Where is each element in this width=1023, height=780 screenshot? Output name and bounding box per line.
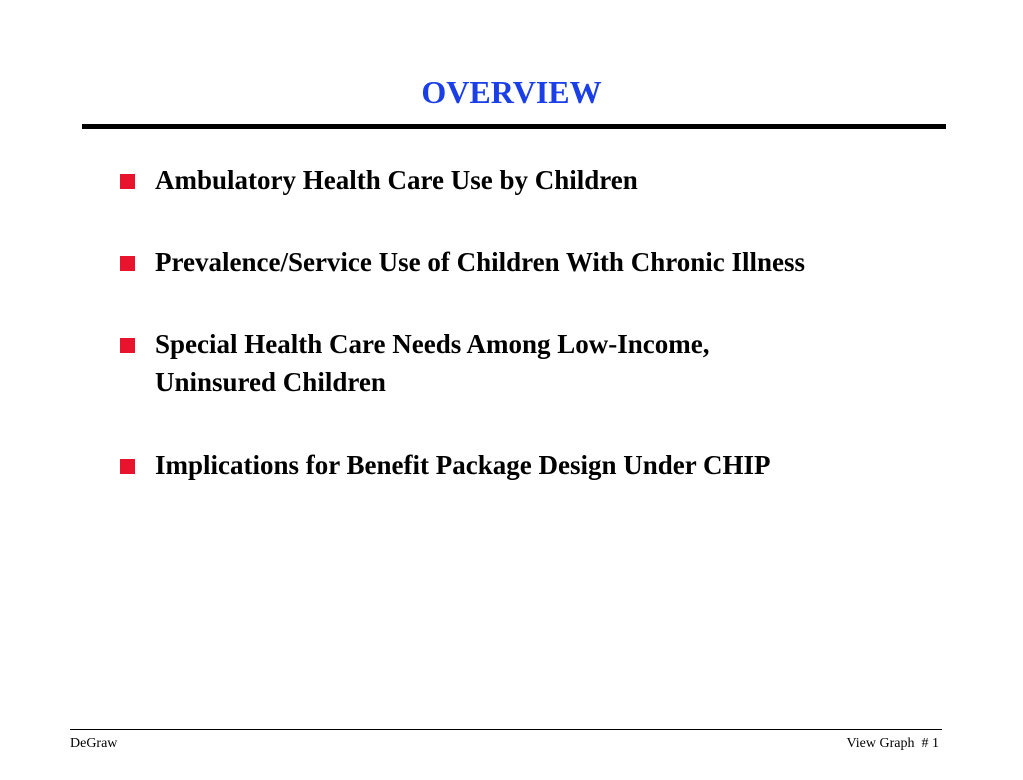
bullet-text [155, 446, 915, 484]
bullet-text [155, 161, 915, 199]
bullet-text [155, 325, 915, 401]
square-bullet-icon [120, 338, 135, 353]
footer-page-label: View Graph # 1 [846, 736, 939, 751]
bullet-line: Special Health Care Needs Among Low-Income, [155, 329, 710, 359]
square-bullet-icon [120, 256, 135, 271]
footer-author: DeGraw [70, 736, 118, 751]
bullet-text [155, 243, 915, 281]
bullet-line: Ambulatory Health Care Use by Children [155, 165, 638, 195]
slide-title: OVERVIEW [421, 74, 602, 110]
footer-divider [70, 729, 942, 730]
bullet-line: Implications for Benefit Package Design Under CHIP [155, 450, 771, 480]
bullet-line: Uninsured Children [155, 367, 386, 397]
square-bullet-icon [120, 459, 135, 474]
square-bullet-icon [120, 174, 135, 189]
bullet-line: Prevalence/Service Use of Children With Chronic Illness [155, 247, 805, 277]
